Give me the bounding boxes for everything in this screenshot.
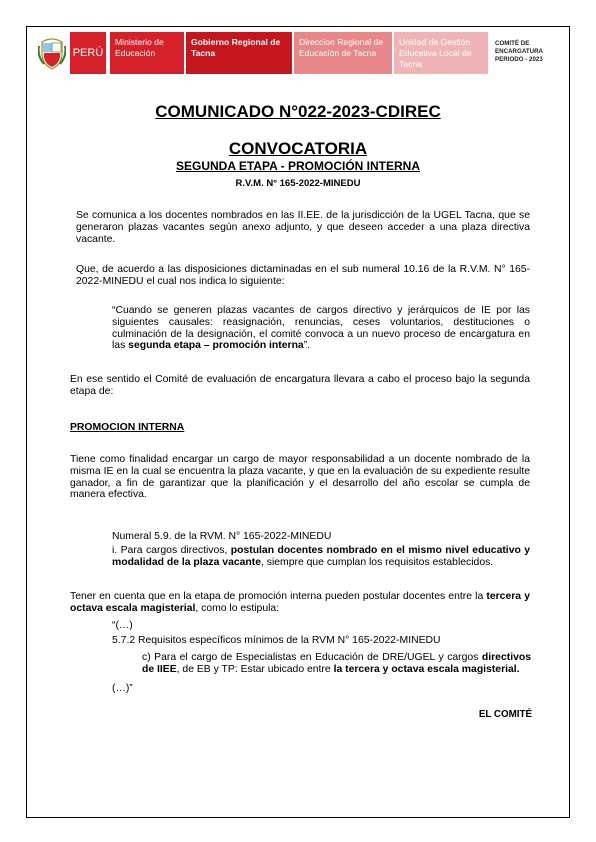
ellipsis-close: (…)” — [112, 683, 133, 694]
ellipsis-open: “(…) — [112, 620, 133, 631]
header-block-direccion-regional: Direccion Regional de Educación de Tacna — [294, 32, 392, 74]
quote-block: “Cuando se generen plazas vacantes de cargos directivo y jerárquicos de IE por las siguientes causales: reasignación, renuncias, ceses voluntarios, destituciones o culminación de la designación, el comité convoca a un nuevo proceso de encargatura en las segunda etapa – promoción interna”. — [112, 305, 530, 352]
numeral-title: Numeral 5.9. de la RVM. N° 165-2022-MINEDU — [112, 531, 332, 542]
paragraph-escala: Tener en cuenta que en la etapa de promoción interna pueden postular docentes entre la tercera y octava escala magisterial, como lo estipula: — [70, 591, 530, 614]
requirements-title: 5.7.2 Requisitos específicos mínimos de la RVM N° 165-2022-MINEDU — [112, 635, 441, 646]
paragraph-disposiciones: Que, de acuerdo a las disposiciones dictaminadas en el sub numeral 10.16 de la R.V.M. N° 165-2022-MINEDU el cual nos indica lo siguiente: — [76, 264, 530, 287]
section-heading: PROMOCION INTERNA — [70, 422, 185, 433]
document-title: COMUNICADO N°022-2023-CDIREC — [155, 102, 441, 121]
header-block-gobierno-regional: Gobierno Regional de Tacna — [186, 32, 292, 74]
header-block-comite: COMITÉ DE ENCARGATURA PERIODO - 2023 — [490, 32, 560, 74]
paragraph-comite: En ese sentido el Comité de evaluación de encargatura llevara a cabo el proceso bajo la segunda etapa de: — [70, 374, 530, 397]
stage-subtitle: SEGUNDA ETAPA - PROMOCIÓN INTERNA — [175, 159, 420, 173]
requirements-text: c) Para el cargo de Especialistas en Educación de DRE/UGEL y cargos directivos de IIEE, de EB y TP: Estar ubicado entre la tercera y octava escala magisterial. — [142, 652, 531, 675]
rvm-reference: R.V.M. N° 165-2022-MINEDU — [235, 178, 361, 189]
header-block-ministerio: Ministerio de Educación — [110, 32, 184, 74]
header-block-ugel: Unidad de Gestión Educativa Local de Tacna — [394, 32, 488, 74]
paragraph-finalidad: Tiene como finalidad encargar un cargo de mayor responsabilidad a un docente nombrado de la misma IE en la cual se encuentra la plaza vacante, y que en la evaluación de su expediente resulte ganador, a fin de garantizar que la planificación y el desarrollo del año escolar se cumpla de manera efectiva. — [70, 454, 530, 501]
letterhead — [38, 32, 560, 74]
peru-label: PERÚ — [70, 32, 106, 74]
shield-icon — [38, 36, 66, 70]
paragraph-intro: Se comunica a los docentes nombrados en las II.EE. de la jurisdicción de la UGEL Tacna, que se generaron plazas vacantes según anexo adjunto, y que deseen acceder a una plaza directiva vacante. — [76, 210, 530, 245]
numeral-text: i. Para cargos directivos, postulan docentes nombrado en el mismo nivel educativo y modalidad de la plaza vacante, siempre que cumplan los requisitos establecidos. — [112, 545, 531, 568]
convocatoria-title: CONVOCATORIA — [228, 139, 368, 158]
signature-committee: EL COMITÉ — [478, 709, 532, 720]
coat-of-arms-logo — [38, 32, 110, 74]
